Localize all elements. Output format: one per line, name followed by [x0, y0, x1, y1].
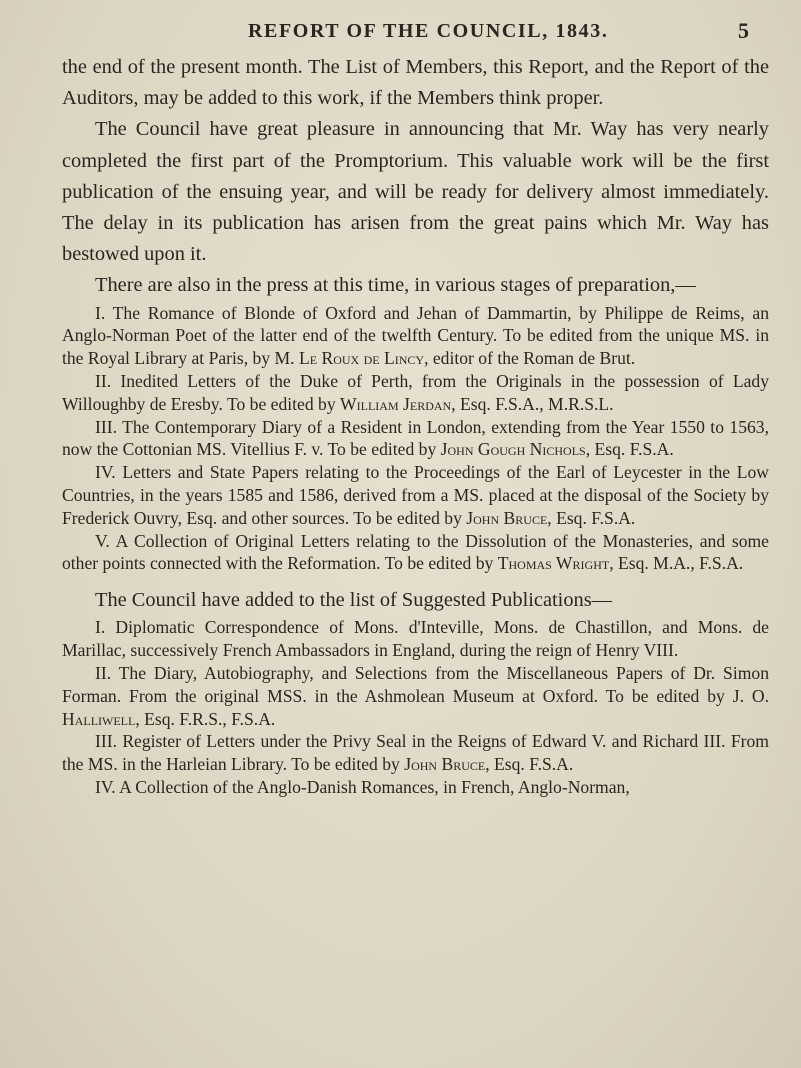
suggested-item [62, 730, 769, 776]
suggested-item [62, 662, 769, 730]
item-tail: , Esq. F.S.A. [585, 439, 674, 460]
running-head: REFORT OF THE COUNCIL, 1843. [248, 20, 609, 42]
item-tail: , Esq. F.S.A. [547, 507, 636, 528]
editor-name: William Jerdan [340, 393, 452, 414]
item-tail: , editor of the Roman de Brut. [424, 348, 636, 369]
suggested-item [62, 616, 769, 662]
item-text: I. The Romance of Blonde of Oxford and Jehan of Dammartin, by Philippe de Reims, an Anglo-Norman Poet of the latter end of the twelfth Century. To be edited from the unique MS. in the Royal Library at Paris, by M. [62, 302, 769, 369]
item-text: IV. Letters and State Papers relating to the Proceedings of the Earl of Leycester in the Low Countries, in the years 1585 and 1586, derived from a MS. placed at the disposal of the Society by Frederick Ouvry, Esq. and other sources. To be edited by [62, 462, 769, 528]
item-text: II. Inedited Letters of the Duke of Perth, from the Originals in the possession of Lady Willoughby de Eresby. To be edited by [62, 371, 769, 414]
item-tail: , Esq. F.S.A., M.R.S.L. [451, 393, 614, 414]
editor-name: John Gough Nichols [440, 439, 586, 460]
press-item [62, 416, 769, 462]
editor-name: Le Roux de Lincy [298, 348, 425, 369]
suggested-intro: The Council have added to the list of Suggested Publications— [95, 589, 613, 612]
editor-name: Halliwell [62, 708, 136, 729]
item-tail: , Esq. F.S.A. [485, 754, 574, 775]
page-header [0, 18, 801, 48]
item-tail: , Esq. M.A., F.S.A. [609, 553, 744, 574]
suggested-item [62, 776, 769, 799]
press-item [62, 530, 769, 576]
item-text: I. Diplomatic Correspondence of Mons. d'Inteville, Mons. de Chastillon, and Mons. de Marillac, successively French Ambassadors in England, during the reign of Henry VIII. [62, 617, 769, 661]
item-text: III. Register of Letters under the Privy Seal in the Reigns of Edward V. and Richard III. From the MS. in the Harleian Library. To be edited by [62, 731, 769, 775]
editor-name: John Bruce [466, 507, 548, 528]
editor-name: John Bruce [404, 754, 486, 775]
item-text: III. The Contemporary Diary of a Resident in London, extending from the Year 1550 to 1563, now the Cottonian MS. Vitellius F. v. To be edited by [62, 416, 769, 460]
page-number: 5 [738, 18, 749, 43]
page-body [62, 52, 769, 799]
item-text: IV. A Collection of the Anglo-Danish Romances, in French, Anglo-Norman, [95, 776, 630, 797]
paragraph-in-press: There are also in the press at this time, in various stages of preparation,— [95, 274, 696, 297]
item-text: V. A Collection of Original Letters relating to the Dissolution of the Monasteries, and some other points connected with the Reformation. To be edited by [62, 530, 769, 574]
item-tail: , Esq. F.R.S., F.S.A. [135, 708, 276, 729]
press-item [62, 302, 769, 370]
item-text: II. The Diary, Autobiography, and Selections from the Miscellaneous Papers of Dr. Simon Forman. From the original MSS. in the Ashmolean Museum at Oxford. To be edited by J. O. [62, 662, 769, 706]
paragraph-continuation: the end of the present month. The List of Members, this Report, and the Report of the Auditors, may be added to this work, if the Members think proper. [62, 56, 769, 110]
paragraph-promptorium: The Council have great pleasure in announcing that Mr. Way has very nearly completed the first part of the Promptorium. This valuable work will be the first publication of the ensuing year, and will be ready for delivery almost immediately. The delay in its publication has arisen from the great pains which Mr. Way has bestowed upon it. [62, 118, 769, 266]
editor-name: Thomas Wright [497, 553, 610, 574]
press-item [62, 461, 769, 529]
press-item [62, 370, 769, 416]
